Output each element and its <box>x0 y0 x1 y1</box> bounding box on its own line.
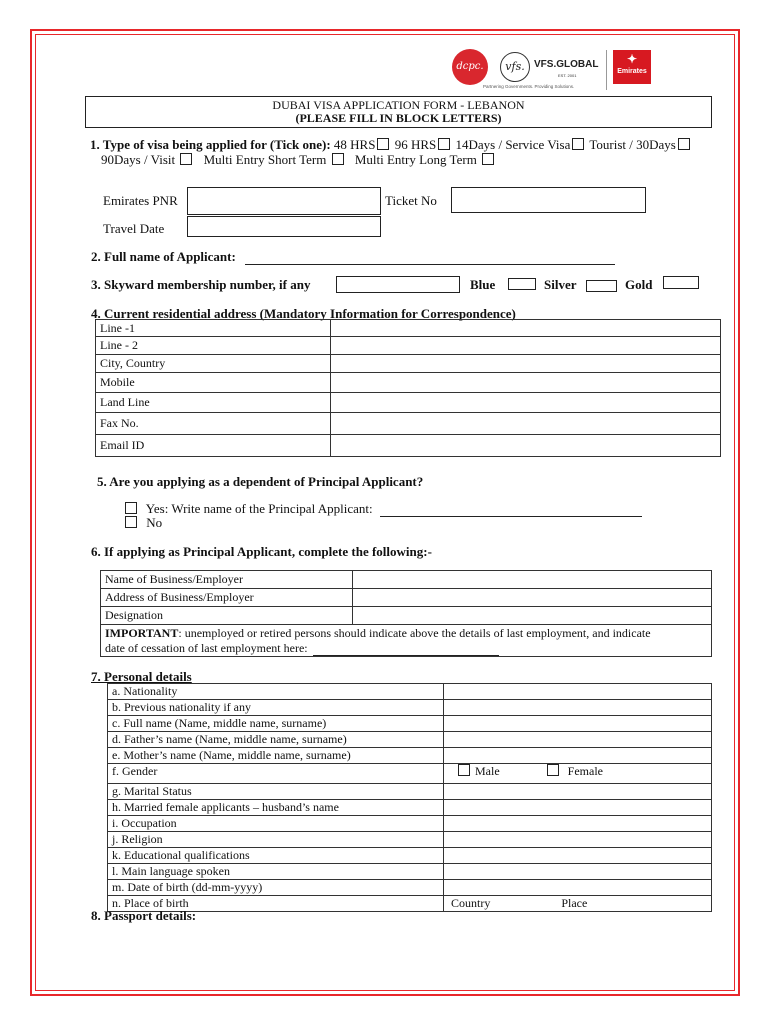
gender-options <box>444 764 712 784</box>
gender-label: f. Gender <box>108 764 444 784</box>
table-row <box>108 800 712 816</box>
religion-input[interactable] <box>444 832 712 848</box>
address-line1-input[interactable] <box>331 320 721 337</box>
dependent-no-row <box>123 515 162 531</box>
table-row <box>96 435 721 457</box>
table-row <box>108 880 712 896</box>
address-mobile-label: Mobile <box>96 373 331 393</box>
gender-male-checkbox[interactable] <box>458 764 470 776</box>
table-row <box>108 864 712 880</box>
previous-nationality-label: b. Previous nationality if any <box>108 700 444 716</box>
father-name-input[interactable] <box>444 732 712 748</box>
principal-section-label: 6. If applying as Principal Applicant, complete the following:- <box>91 544 432 559</box>
skyward-silver-checkbox[interactable] <box>586 280 617 292</box>
visa-tourist-label: Tourist / 30Days <box>589 137 676 152</box>
skyward-silver-label: Silver <box>544 277 577 292</box>
dependent-yes-label: Yes: Write name of the Principal Applicant: <box>145 501 373 516</box>
dob-label: m. Date of birth (dd-mm-yyyy) <box>108 880 444 896</box>
table-row <box>96 393 721 413</box>
occupation-input[interactable] <box>444 816 712 832</box>
dob-input[interactable] <box>444 880 712 896</box>
table-row <box>108 700 712 716</box>
gender-female-label: Female <box>567 764 603 778</box>
visa-14-checkbox[interactable] <box>572 138 584 150</box>
cessation-date-line[interactable] <box>313 655 499 656</box>
dcpc-logo: dcpc. <box>452 49 488 85</box>
visa-90-checkbox[interactable] <box>180 153 192 165</box>
applicant-full-name-label: c. Full name (Name, middle name, surname) <box>108 716 444 732</box>
marital-status-input[interactable] <box>444 784 712 800</box>
previous-nationality-input[interactable] <box>444 700 712 716</box>
table-row <box>108 748 712 764</box>
vfs-tagline: Partnering Governments. Providing Solutions. <box>483 84 575 89</box>
personal-details-label: 7. Personal details <box>91 669 192 684</box>
table-row <box>101 607 712 625</box>
full-name-label: 2. Full name of Applicant: <box>91 249 236 264</box>
religion-label: j. Religion <box>108 832 444 848</box>
form-title-box <box>85 96 712 128</box>
skyward-blue-label: Blue <box>470 277 496 292</box>
visa-48-label: 48 HRS <box>333 137 376 152</box>
skyward-label: 3. Skyward membership number, if any <box>91 277 311 292</box>
language-label: l. Main language spoken <box>108 864 444 880</box>
visa-type-row-1 <box>90 137 692 153</box>
ticket-input[interactable] <box>451 187 646 213</box>
birth-place-label: n. Place of birth <box>108 896 444 912</box>
ticket-label: Ticket No <box>385 193 437 208</box>
address-table <box>95 319 721 457</box>
visa-melt-checkbox[interactable] <box>482 153 494 165</box>
visa-14-label: 14Days / Service Visa <box>455 137 571 152</box>
visa-mest-label: Multi Entry Short Term <box>203 152 327 167</box>
full-name-row <box>91 249 615 265</box>
important-note <box>101 625 712 657</box>
marital-status-label: g. Marital Status <box>108 784 444 800</box>
table-row <box>96 413 721 435</box>
travel-date-input[interactable] <box>187 216 381 237</box>
address-email-label: Email ID <box>96 435 331 457</box>
address-landline-input[interactable] <box>331 393 721 413</box>
address-email-input[interactable] <box>331 435 721 457</box>
principal-name-line[interactable] <box>380 516 642 517</box>
address-line1-label: Line -1 <box>96 320 331 337</box>
language-input[interactable] <box>444 864 712 880</box>
table-row <box>96 320 721 337</box>
vfs-est-text: EST. 2001 <box>558 73 577 78</box>
full-name-line[interactable] <box>245 264 615 265</box>
visa-mest-checkbox[interactable] <box>332 153 344 165</box>
address-fax-label: Fax No. <box>96 413 331 435</box>
table-row <box>108 684 712 700</box>
vfs-global-wordmark: VFS.GLOBAL <box>534 59 599 70</box>
table-row <box>96 355 721 373</box>
dependent-yes-checkbox[interactable] <box>125 502 137 514</box>
dependent-no-label: No <box>146 515 163 530</box>
form-subtitle: (PLEASE FILL IN BLOCK LETTERS) <box>295 111 502 125</box>
visa-type-label: 1. Type of visa being applied for (Tick one): <box>90 137 331 152</box>
mother-name-label: e. Mother’s name (Name, middle name, surname) <box>108 748 444 764</box>
visa-96-label: 96 HRS <box>394 137 437 152</box>
table-row <box>108 732 712 748</box>
skyward-input[interactable] <box>336 276 460 293</box>
dependent-yes-row <box>123 501 642 517</box>
table-row <box>108 716 712 732</box>
important-text: : unemployed or retired persons should indicate above the details of last employment, and indicate <box>178 625 651 640</box>
visa-tourist-checkbox[interactable] <box>678 138 690 150</box>
table-row <box>108 784 712 800</box>
important-label: IMPORTANT <box>105 625 179 640</box>
pnr-label: Emirates PNR <box>103 193 178 208</box>
table-row <box>108 816 712 832</box>
visa-90-label: 90Days / Visit <box>101 152 176 167</box>
address-city-label: City, Country <box>96 355 331 373</box>
birth-country-label: Country <box>451 896 491 910</box>
table-row <box>101 625 712 657</box>
table-row <box>108 848 712 864</box>
address-section-label: 4. Current residential address (Mandatory Information for Correspondence) <box>91 306 516 321</box>
employer-address-input[interactable] <box>353 589 712 607</box>
dependent-question: 5. Are you applying as a dependent of Principal Applicant? <box>97 474 424 489</box>
gender-male-label: Male <box>475 764 500 778</box>
address-fax-input[interactable] <box>331 413 721 435</box>
visa-48-checkbox[interactable] <box>377 138 389 150</box>
important-text-2: date of cessation of last employment here: <box>105 640 308 655</box>
address-landline-label: Land Line <box>96 393 331 413</box>
birth-place-input[interactable] <box>444 896 712 912</box>
table-row <box>108 764 712 784</box>
father-name-label: d. Father’s name (Name, middle name, surname) <box>108 732 444 748</box>
table-row <box>108 832 712 848</box>
applicant-full-name-input[interactable] <box>444 716 712 732</box>
passport-details-label: 8. Passport details: <box>91 908 197 923</box>
address-line2-input[interactable] <box>331 337 721 355</box>
logo-divider <box>606 50 607 90</box>
birth-place-sub-label: Place <box>561 896 588 910</box>
occupation-label: i. Occupation <box>108 816 444 832</box>
emirates-logo: ✦ Emirates <box>613 50 651 84</box>
nationality-label: a. Nationality <box>108 684 444 700</box>
employer-name-input[interactable] <box>353 571 712 589</box>
table-row <box>101 589 712 607</box>
designation-input[interactable] <box>353 607 712 625</box>
visa-type-row-2 <box>101 152 496 168</box>
table-row <box>108 896 712 912</box>
husband-name-input[interactable] <box>444 800 712 816</box>
pnr-input[interactable] <box>187 187 381 215</box>
skyward-gold-label: Gold <box>625 277 653 292</box>
gender-female-checkbox[interactable] <box>547 764 559 776</box>
nationality-input[interactable] <box>444 684 712 700</box>
vfs-logo: vfs. <box>500 52 530 82</box>
designation-label: Designation <box>101 607 353 625</box>
personal-details-table <box>107 683 712 912</box>
address-mobile-input[interactable] <box>331 373 721 393</box>
visa-melt-label: Multi Entry Long Term <box>354 152 477 167</box>
table-row <box>101 571 712 589</box>
address-line2-label: Line - 2 <box>96 337 331 355</box>
skyward-gold-checkbox[interactable] <box>663 276 699 289</box>
skyward-blue-checkbox[interactable] <box>508 278 536 290</box>
address-city-input[interactable] <box>331 355 721 373</box>
emirates-calligraphy-icon: ✦ <box>626 52 638 66</box>
travel-date-label: Travel Date <box>103 221 165 236</box>
employer-address-label: Address of Business/Employer <box>101 589 353 607</box>
table-row <box>96 337 721 355</box>
education-label: k. Educational qualifications <box>108 848 444 864</box>
dependent-no-checkbox[interactable] <box>125 516 137 528</box>
table-row <box>96 373 721 393</box>
visa-96-checkbox[interactable] <box>438 138 450 150</box>
employer-name-label: Name of Business/Employer <box>101 571 353 589</box>
employer-table <box>100 570 712 657</box>
form-title: DUBAI VISA APPLICATION FORM - LEBANON <box>272 98 525 112</box>
husband-name-label: h. Married female applicants – husband’s name <box>108 800 444 816</box>
education-input[interactable] <box>444 848 712 864</box>
mother-name-input[interactable] <box>444 748 712 764</box>
